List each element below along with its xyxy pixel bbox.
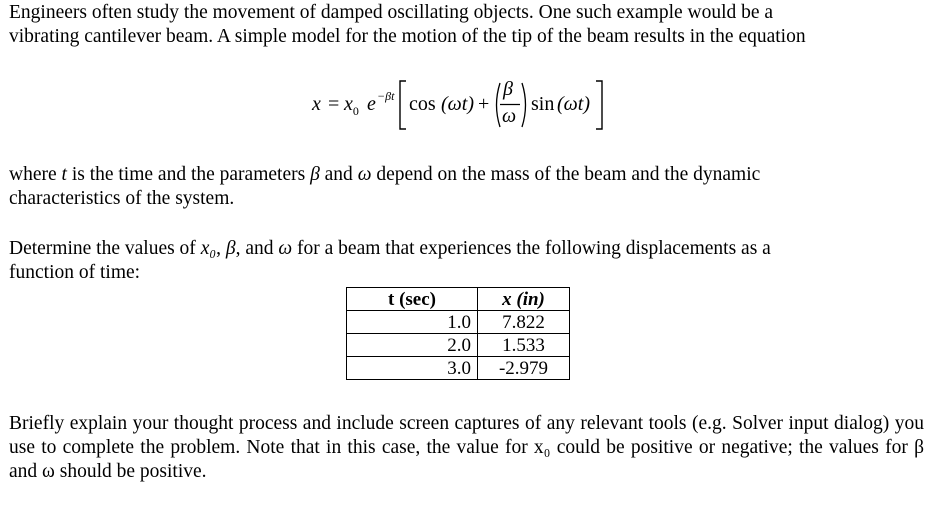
parameters-line-2: characteristics of the system. [9,188,235,209]
parameters-line-1: where t is the time and the parameters β and ω depend on the mass of the beam and the dynamic [9,164,761,185]
eq-omega-t-1: (ωt) [441,93,474,115]
eq-omega-t-2: (ωt) [557,93,590,115]
eq-sin: sin [531,93,555,115]
intro-line-2: vibrating cantilever beam. A simple model for the motion of the tip of the beam results in the equation [9,26,806,47]
intro-line-1: Engineers often study the movement of damped oscillating objects. One such example would be a [9,2,774,23]
eq-omega: ω [502,105,517,127]
eq-equals: = [328,93,340,115]
table-row [347,311,570,334]
header-time: t (sec) [347,288,478,311]
time-cell: 1.0 [347,311,478,334]
instructions-paragraph: Briefly explain your thought process and include screen captures of any relevant tools (e.g. Solver input dialog) you use to complete the problem. Note that in this case, the value for x₀ could be positive or negative; the values for β and ω should be positive. [9,413,924,482]
eq-lhs-x: x [312,93,321,115]
header-displacement: x (in) [478,288,570,311]
eq-e: e [367,93,376,115]
eq-cos: cos [409,93,436,115]
right-square-bracket [594,80,604,130]
table-row [347,357,570,380]
task-line-1: Determine the values of x₀, β, and ω for a beam that experiences the following displacements as a [9,238,771,259]
task-paragraph [9,237,771,285]
displacement-table [346,287,570,380]
parameters-paragraph [9,163,760,211]
eq-x0: x [344,93,353,115]
displacement-cell: 7.822 [478,311,570,334]
displacement-cell: -2.979 [478,357,570,380]
task-line-2: function of time: [9,262,141,283]
left-square-bracket [398,80,408,130]
table-header-row [347,288,570,311]
time-cell: 3.0 [347,357,478,380]
right-paren [520,82,530,128]
time-cell: 2.0 [347,334,478,357]
eq-exponent: −βt [377,89,395,103]
eq-plus: + [478,93,490,115]
displacement-cell: 1.533 [478,334,570,357]
intro-paragraph [9,1,806,49]
table-row [347,334,570,357]
eq-x0-subscript: 0 [352,104,359,118]
eq-beta: β [503,78,513,100]
